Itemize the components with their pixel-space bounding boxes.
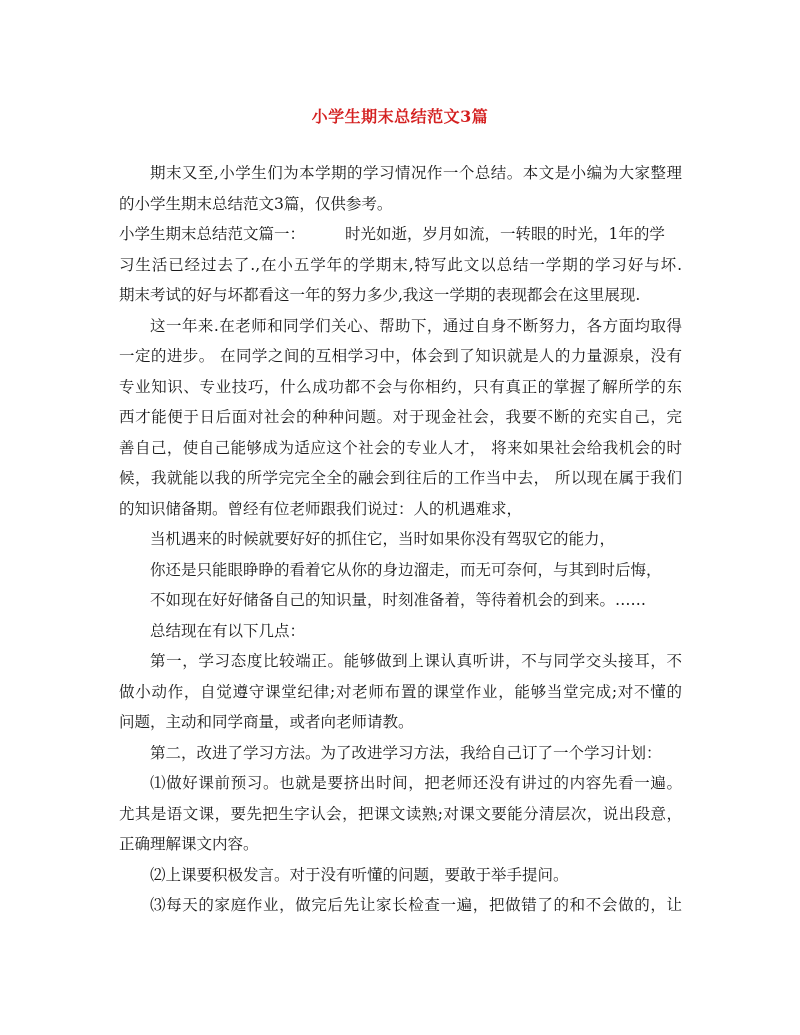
text-line [119,219,682,250]
text-line: 你还是只能眼睁睁的看着它从你的身边溜走，而无可奈何，与其到时后悔， [150,560,662,579]
document-title: 小学生期末总结范文3篇 [311,107,489,126]
text-line: 第一，学习态度比较端正。能够做到上课认真听讲，不与同学交头接耳，不 [150,652,682,670]
section-heading: 小学生期末总结范文篇一： [119,225,306,243]
text-line: 正确理解课文内容。 [119,835,259,853]
text-line: 这一年来.在老师和同学们关心、帮助下，通过自身不断努力，各方面均取得 [150,316,682,335]
text-line: 不如现在好好储备自己的知识量，时刻准备着，等待着机会的到来。…… [150,591,647,609]
text-line: 期末又至,小学生们为本学期的学习情况作一个总结。本文是小编为大家整理 [150,164,682,182]
text-line: 专业知识、专业技巧，什么成功都不会与你相约，只有真正的掌握了解所学的东 [119,377,682,396]
text-line: 的小学生期末总结范文3篇，仅供参考。 [119,194,393,213]
text-line: 善自己，使自己能够成为适应这个社会的专业人才， 将来如果社会给我机会的时 [119,438,682,457]
text-line: 尤其是语文课，要先把生字认会，把课文读熟;对课文要能分清层次，说出段意， [119,804,682,823]
text-line: 问题，主动和同学商量，或者向老师请教。 [119,713,414,731]
text-line: 第二，改进了学习方法。为了改进学习方法，我给自己订了一个学习计划： [150,743,662,762]
text-fragment: 时光如逝，岁月如流，一转眼的时光，1年的学 [345,225,665,243]
text-line: 做小动作，自觉遵守课堂纪律;对老师布置的课堂作业，能够当堂完成;对不懂的 [119,682,682,701]
text-line: 当机遇来的时候就要好好的抓住它，当时如果你没有驾驭它的能力， [150,530,616,548]
text-line: 的知识储备期。曾经有位老师跟我们说过：人的机遇难求， [119,499,523,518]
document-body [119,158,682,921]
text-line: ⑵上课要积极发言。对于没有听懂的问题，要敢于举手提问。 [150,865,569,884]
text-line: 习生活已经过去了.,在小五学年的学期末,特写此文以总结一学期的学习好与坏. [119,255,682,274]
text-line: 期末考试的好与坏都看这一年的努力多少,我这一学期的表现都会在这里展现. [119,286,641,304]
text-line: 西才能便于日后面对社会的种种问题。对于现金社会，我要不断的充实自己，完 [119,408,682,426]
text-line: ⑴做好课前预习。也就是要挤出时间，把老师还没有讲过的内容先看一遍。 [150,774,682,792]
text-line: 候，我就能以我的所学完完全全的融会到往后的工作当中去， 所以现在属于我们 [119,469,682,487]
text-line: 一定的进步。 在同学之间的互相学习中，体会到了知识就是人的力量源泉，没有 [119,347,682,365]
text-line: ⑶每天的家庭作业，做完后先让家长检查一遍，把做错了的和不会做的，让 [150,896,682,914]
text-line: 总结现在有以下几点： [150,621,306,640]
